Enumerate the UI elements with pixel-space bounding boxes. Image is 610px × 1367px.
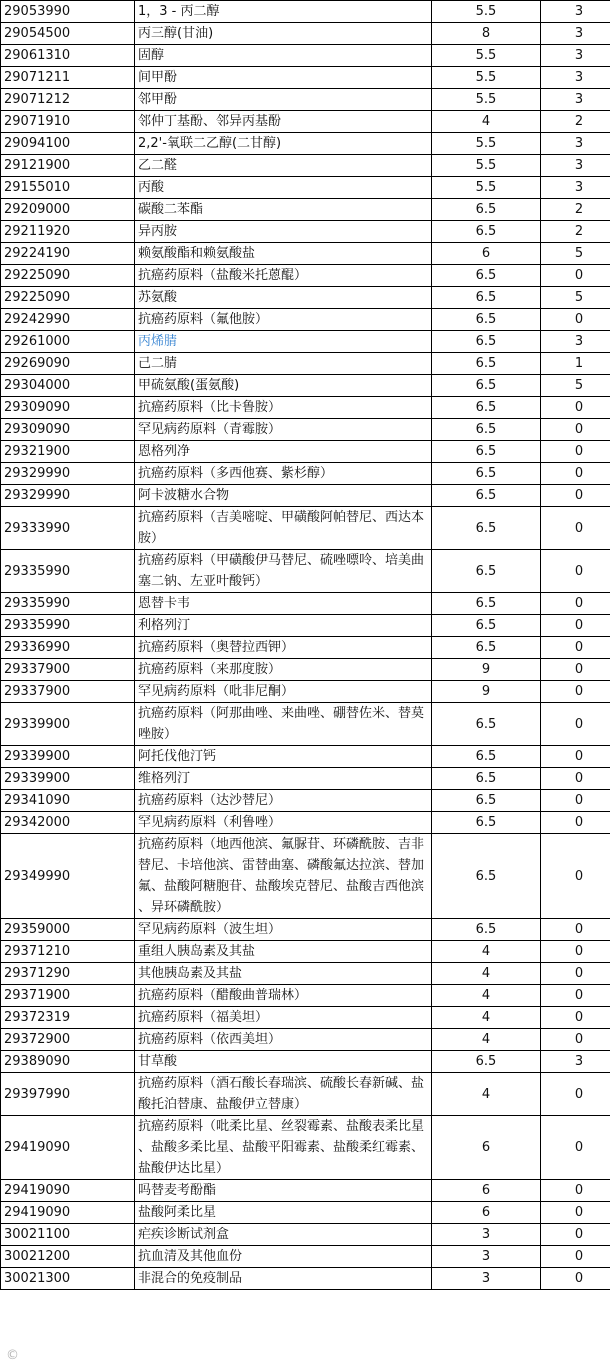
hs-code-cell: 29225090 — [1, 265, 135, 287]
table-row — [1, 637, 610, 659]
table-row — [1, 768, 610, 790]
table-row — [1, 331, 610, 353]
product-name-cell: 恩替卡韦 — [135, 593, 432, 615]
hs-code-cell: 29341090 — [1, 790, 135, 812]
table-row — [1, 963, 610, 985]
hs-code-cell: 29335990 — [1, 550, 135, 593]
rate-cell: 6 — [432, 1202, 541, 1224]
table-row — [1, 746, 610, 768]
table-row — [1, 463, 610, 485]
tax-cell: 0 — [541, 941, 610, 963]
table-row — [1, 1029, 610, 1051]
hs-code-cell: 29054500 — [1, 23, 135, 45]
tax-cell: 0 — [541, 681, 610, 703]
rate-cell: 4 — [432, 111, 541, 133]
tax-cell: 0 — [541, 441, 610, 463]
tax-cell: 0 — [541, 812, 610, 834]
product-name-cell: 抗癌药原料（甲磺酸伊马替尼、硫唑嘌呤、培美曲 塞二钠、左亚叶酸钙） — [135, 550, 432, 593]
product-name-cell[interactable]: 丙烯腈 — [135, 331, 432, 353]
rate-cell: 5.5 — [432, 45, 541, 67]
product-name-cell: 2,2'-氧联二乙醇(二甘醇) — [135, 133, 432, 155]
rate-cell: 5.5 — [432, 89, 541, 111]
product-name-cell: 阿托伐他汀钙 — [135, 746, 432, 768]
rate-cell: 6.5 — [432, 812, 541, 834]
hs-code-cell: 29309090 — [1, 397, 135, 419]
product-name-cell: 盐酸阿柔比星 — [135, 1202, 432, 1224]
table-row — [1, 703, 610, 746]
rate-cell: 6.5 — [432, 550, 541, 593]
tax-cell: 0 — [541, 1007, 610, 1029]
product-name-cell: 异丙胺 — [135, 221, 432, 243]
table-row — [1, 1180, 610, 1202]
hs-code-cell: 29342000 — [1, 812, 135, 834]
rate-cell: 6.5 — [432, 615, 541, 637]
tax-cell: 0 — [541, 746, 610, 768]
hs-code-cell: 29397990 — [1, 1073, 135, 1116]
product-name-cell: 1，3 - 丙二醇 — [135, 1, 432, 23]
hs-code-cell: 30021300 — [1, 1268, 135, 1290]
product-name-cell: 其他胰岛素及其盐 — [135, 963, 432, 985]
product-name-cell: 疟疾诊断试剂盒 — [135, 1224, 432, 1246]
tax-cell: 0 — [541, 963, 610, 985]
hs-code-cell: 29071212 — [1, 89, 135, 111]
tax-cell: 0 — [541, 615, 610, 637]
tax-cell: 2 — [541, 199, 610, 221]
tax-cell: 3 — [541, 331, 610, 353]
product-name-cell: 碳酸二苯酯 — [135, 199, 432, 221]
tax-cell: 0 — [541, 1180, 610, 1202]
product-name-cell: 抗癌药原料（依西美坦） — [135, 1029, 432, 1051]
hs-code-cell: 29333990 — [1, 507, 135, 550]
product-name-cell: 罕见病药原料（利鲁唑） — [135, 812, 432, 834]
tax-cell: 0 — [541, 790, 610, 812]
tax-cell: 5 — [541, 243, 610, 265]
product-name-cell: 抗癌药原料（多西他赛、紫杉醇） — [135, 463, 432, 485]
tax-cell: 0 — [541, 834, 610, 919]
hs-code-cell: 29225090 — [1, 287, 135, 309]
product-name-cell: 抗癌药原料（氟他胺） — [135, 309, 432, 331]
hs-code-cell: 29337900 — [1, 659, 135, 681]
product-name-cell: 抗癌药原料（比卡鲁胺） — [135, 397, 432, 419]
table-row — [1, 397, 610, 419]
product-name-cell: 间甲酚 — [135, 67, 432, 89]
rate-cell: 6.5 — [432, 790, 541, 812]
rate-cell: 6.5 — [432, 1051, 541, 1073]
rate-cell: 4 — [432, 941, 541, 963]
table-row — [1, 1268, 610, 1290]
rate-cell: 4 — [432, 1073, 541, 1116]
hs-code-cell: 29371900 — [1, 985, 135, 1007]
table-row — [1, 834, 610, 919]
rate-cell: 6.5 — [432, 834, 541, 919]
table-row — [1, 287, 610, 309]
product-name-cell: 抗癌药原料（阿那曲唑、来曲唑、硼替佐米、替莫 唑胺） — [135, 703, 432, 746]
hs-code-cell: 29339900 — [1, 768, 135, 790]
table-row — [1, 133, 610, 155]
tax-cell: 0 — [541, 985, 610, 1007]
tax-cell: 5 — [541, 375, 610, 397]
rate-cell: 6 — [432, 1116, 541, 1180]
hs-code-cell: 29053990 — [1, 1, 135, 23]
hs-code-cell: 29094100 — [1, 133, 135, 155]
tax-cell: 0 — [541, 485, 610, 507]
hs-code-cell: 29209000 — [1, 199, 135, 221]
rate-cell: 6.5 — [432, 746, 541, 768]
product-name-cell: 抗癌药原料（福美坦） — [135, 1007, 432, 1029]
rate-cell: 5.5 — [432, 67, 541, 89]
table-row — [1, 23, 610, 45]
rate-cell: 6.5 — [432, 507, 541, 550]
table-row — [1, 309, 610, 331]
tax-cell: 0 — [541, 593, 610, 615]
product-name-cell: 抗癌药原料（奥替拉西钾） — [135, 637, 432, 659]
tax-cell: 3 — [541, 23, 610, 45]
rate-cell: 6.5 — [432, 397, 541, 419]
hs-code-cell: 30021200 — [1, 1246, 135, 1268]
rate-cell: 6.5 — [432, 637, 541, 659]
hs-code-cell: 29372319 — [1, 1007, 135, 1029]
tax-cell: 3 — [541, 45, 610, 67]
product-name-cell: 甲硫氨酸(蛋氨酸) — [135, 375, 432, 397]
table-row — [1, 485, 610, 507]
table-row — [1, 812, 610, 834]
table-row — [1, 265, 610, 287]
rate-cell: 6.5 — [432, 919, 541, 941]
product-name-cell: 恩格列净 — [135, 441, 432, 463]
rate-cell: 6.5 — [432, 221, 541, 243]
tax-cell: 5 — [541, 287, 610, 309]
rate-cell: 6.5 — [432, 287, 541, 309]
rate-cell: 4 — [432, 985, 541, 1007]
hs-code-cell: 29359000 — [1, 919, 135, 941]
rate-cell: 5.5 — [432, 133, 541, 155]
hs-code-cell: 29269090 — [1, 353, 135, 375]
table-row — [1, 199, 610, 221]
table-row — [1, 419, 610, 441]
product-name-cell: 邻仲丁基酚、邻异丙基酚 — [135, 111, 432, 133]
table-row — [1, 1, 610, 23]
rate-cell: 5.5 — [432, 177, 541, 199]
product-name-cell: 丙三醇(甘油) — [135, 23, 432, 45]
rate-cell: 6 — [432, 243, 541, 265]
rate-cell: 6.5 — [432, 375, 541, 397]
product-name-cell: 罕见病药原料（吡非尼酮） — [135, 681, 432, 703]
tax-cell: 0 — [541, 419, 610, 441]
product-name-cell: 抗癌药原料（盐酸米托蒽醌） — [135, 265, 432, 287]
rate-cell: 6.5 — [432, 768, 541, 790]
hs-code-cell: 29155010 — [1, 177, 135, 199]
table-row — [1, 1246, 610, 1268]
hs-code-cell: 29419090 — [1, 1116, 135, 1180]
tax-cell: 0 — [541, 309, 610, 331]
hs-code-cell: 30021100 — [1, 1224, 135, 1246]
rate-cell: 6.5 — [432, 419, 541, 441]
product-name-cell: 邻甲酚 — [135, 89, 432, 111]
table-row — [1, 111, 610, 133]
hs-code-cell: 29224190 — [1, 243, 135, 265]
product-name-cell: 抗血清及其他血份 — [135, 1246, 432, 1268]
table-row — [1, 593, 610, 615]
product-name-cell: 吗替麦考酚酯 — [135, 1180, 432, 1202]
table-row — [1, 1007, 610, 1029]
table-row — [1, 681, 610, 703]
hs-code-cell: 29389090 — [1, 1051, 135, 1073]
product-name-cell: 丙酸 — [135, 177, 432, 199]
tax-cell: 0 — [541, 1029, 610, 1051]
table-row — [1, 1224, 610, 1246]
rate-cell: 6.5 — [432, 703, 541, 746]
table-row — [1, 353, 610, 375]
tax-cell: 3 — [541, 1051, 610, 1073]
product-name-cell: 维格列汀 — [135, 768, 432, 790]
rate-cell: 4 — [432, 1029, 541, 1051]
hs-code-cell: 29329990 — [1, 485, 135, 507]
product-name-cell: 抗癌药原料（吉美嘧啶、甲磺酸阿帕替尼、西达本 胺） — [135, 507, 432, 550]
watermark: © — [6, 1348, 19, 1363]
product-name-cell: 抗癌药原料（达沙替尼） — [135, 790, 432, 812]
table-row — [1, 941, 610, 963]
product-name-cell: 罕见病药原料（波生坦） — [135, 919, 432, 941]
rate-cell: 3 — [432, 1268, 541, 1290]
product-name-cell: 己二腈 — [135, 353, 432, 375]
table-row — [1, 155, 610, 177]
rate-cell: 6.5 — [432, 441, 541, 463]
tax-cell: 3 — [541, 67, 610, 89]
table-row — [1, 615, 610, 637]
tax-cell: 0 — [541, 919, 610, 941]
table-row — [1, 45, 610, 67]
rate-cell: 4 — [432, 1007, 541, 1029]
rate-cell: 6.5 — [432, 463, 541, 485]
hs-code-cell: 29211920 — [1, 221, 135, 243]
table-row — [1, 1116, 610, 1180]
product-name-cell: 重组人胰岛素及其盐 — [135, 941, 432, 963]
table-row — [1, 1073, 610, 1116]
tax-cell: 0 — [541, 637, 610, 659]
tax-cell: 3 — [541, 89, 610, 111]
hs-code-cell: 29372900 — [1, 1029, 135, 1051]
rate-cell: 4 — [432, 963, 541, 985]
rate-cell: 6.5 — [432, 199, 541, 221]
table-row — [1, 659, 610, 681]
hs-code-cell: 29371210 — [1, 941, 135, 963]
tax-cell: 3 — [541, 177, 610, 199]
tax-cell: 0 — [541, 507, 610, 550]
table-body — [1, 1, 610, 1290]
tax-cell: 0 — [541, 265, 610, 287]
hs-code-cell: 29337900 — [1, 681, 135, 703]
hs-code-cell: 29071910 — [1, 111, 135, 133]
hs-code-cell: 29349990 — [1, 834, 135, 919]
tax-cell: 1 — [541, 353, 610, 375]
rate-cell: 6.5 — [432, 485, 541, 507]
product-name-cell: 阿卡波糖水合物 — [135, 485, 432, 507]
product-name-cell: 苏氨酸 — [135, 287, 432, 309]
product-name-cell: 抗癌药原料（醋酸曲普瑞林） — [135, 985, 432, 1007]
tax-cell: 0 — [541, 550, 610, 593]
rate-cell: 5.5 — [432, 155, 541, 177]
product-name-cell: 罕见病药原料（青霉胺） — [135, 419, 432, 441]
table-row — [1, 375, 610, 397]
hs-code-cell: 29061310 — [1, 45, 135, 67]
table-row — [1, 550, 610, 593]
rate-cell: 5.5 — [432, 1, 541, 23]
tax-cell: 0 — [541, 397, 610, 419]
table-row — [1, 243, 610, 265]
table-row — [1, 919, 610, 941]
hs-code-cell: 29261000 — [1, 331, 135, 353]
table-row — [1, 89, 610, 111]
product-name-cell: 乙二醛 — [135, 155, 432, 177]
product-name-cell: 抗癌药原料（来那度胺） — [135, 659, 432, 681]
hs-code-cell: 29121900 — [1, 155, 135, 177]
table-row — [1, 67, 610, 89]
tax-cell: 0 — [541, 1246, 610, 1268]
rate-cell: 8 — [432, 23, 541, 45]
rate-cell: 6.5 — [432, 353, 541, 375]
rate-cell: 6.5 — [432, 331, 541, 353]
product-name-cell: 抗癌药原料（地西他滨、氟脲苷、环磷酰胺、吉非替尼、卡培他滨、雷替曲塞、磷酸氟达拉滨、替加氟、盐酸阿糖胞苷、盐酸埃克替尼、盐酸吉西他滨 、异环磷酰胺） — [135, 834, 432, 919]
table-row — [1, 1051, 610, 1073]
table-row — [1, 221, 610, 243]
tax-cell: 0 — [541, 1224, 610, 1246]
hs-code-cell: 29242990 — [1, 309, 135, 331]
rate-cell: 6.5 — [432, 593, 541, 615]
hs-code-cell: 29419090 — [1, 1180, 135, 1202]
tax-cell: 3 — [541, 155, 610, 177]
hs-code-cell: 29336990 — [1, 637, 135, 659]
tax-cell: 0 — [541, 703, 610, 746]
product-name-cell: 非混合的免疫制品 — [135, 1268, 432, 1290]
table-row — [1, 1202, 610, 1224]
hs-code-cell: 29419090 — [1, 1202, 135, 1224]
tax-cell: 0 — [541, 1202, 610, 1224]
product-name-cell: 固醇 — [135, 45, 432, 67]
rate-cell: 9 — [432, 681, 541, 703]
table-row — [1, 441, 610, 463]
table-row — [1, 790, 610, 812]
table-row — [1, 985, 610, 1007]
tax-cell: 2 — [541, 111, 610, 133]
hs-code-cell: 29304000 — [1, 375, 135, 397]
tax-cell: 2 — [541, 221, 610, 243]
tax-cell: 3 — [541, 1, 610, 23]
rate-cell: 9 — [432, 659, 541, 681]
hs-code-cell: 29321900 — [1, 441, 135, 463]
tax-cell: 0 — [541, 463, 610, 485]
rate-cell: 6.5 — [432, 265, 541, 287]
hs-code-cell: 29329990 — [1, 463, 135, 485]
rate-cell: 6 — [432, 1180, 541, 1202]
hs-code-cell: 29309090 — [1, 419, 135, 441]
rate-cell: 3 — [432, 1224, 541, 1246]
product-name-cell: 抗癌药原料（吡柔比星、丝裂霉素、盐酸表柔比星 、盐酸多柔比星、盐酸平阳霉素、盐酸柔红霉素、盐酸伊达比星） — [135, 1116, 432, 1180]
hs-code-cell: 29071211 — [1, 67, 135, 89]
tax-cell: 0 — [541, 1268, 610, 1290]
tax-cell: 0 — [541, 768, 610, 790]
hs-code-cell: 29335990 — [1, 593, 135, 615]
hs-code-cell: 29339900 — [1, 703, 135, 746]
table-row — [1, 507, 610, 550]
hs-code-cell: 29335990 — [1, 615, 135, 637]
hs-code-cell: 29339900 — [1, 746, 135, 768]
tax-cell: 0 — [541, 659, 610, 681]
rate-cell: 6.5 — [432, 309, 541, 331]
tax-cell: 0 — [541, 1073, 610, 1116]
table-row — [1, 177, 610, 199]
product-name-cell: 甘草酸 — [135, 1051, 432, 1073]
tax-cell: 3 — [541, 133, 610, 155]
hs-code-cell: 29371290 — [1, 963, 135, 985]
tax-cell: 0 — [541, 1116, 610, 1180]
rate-cell: 3 — [432, 1246, 541, 1268]
product-name-cell: 赖氨酸酯和赖氨酸盐 — [135, 243, 432, 265]
product-name-cell: 抗癌药原料（酒石酸长春瑞滨、硫酸长春新碱、盐 酸托泊替康、盐酸伊立替康） — [135, 1073, 432, 1116]
product-name-cell: 利格列汀 — [135, 615, 432, 637]
